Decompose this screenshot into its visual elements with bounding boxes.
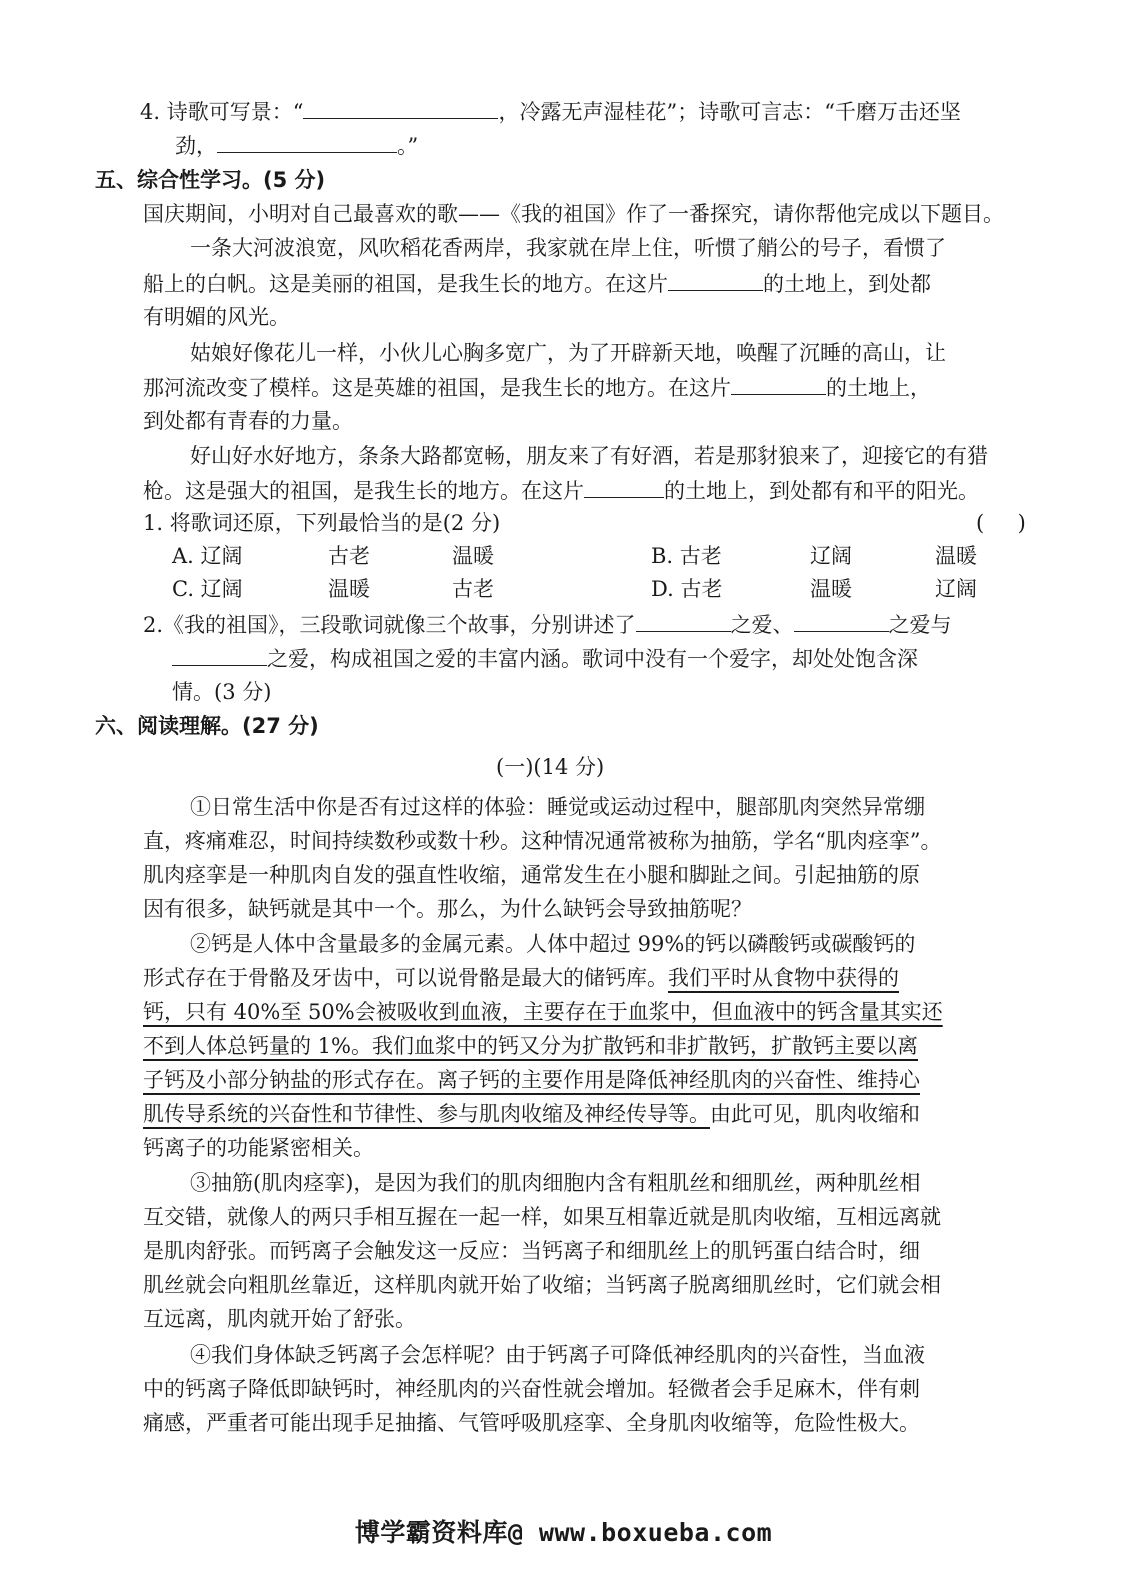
lyric-text: 的土地上，到处都 [763,272,931,296]
option-b-word2: 辽阔 [810,544,852,568]
q4-line2 [175,130,418,161]
lyric2-line3: 到处都有青春的力量。 [143,409,353,433]
lyric3-line1: 好山好水好地方，条条大路都宽畅，朋友来了有好酒，若是那豺狼来了，迎接它的有猎 [190,444,988,468]
p1-line4: 因有很多，缺钙就是其中一个。那么，为什么缺钙会导致抽筋呢？ [143,897,752,921]
answer-blank[interactable] [731,372,826,395]
reading-part-title: (一)(14 分) [496,755,605,779]
p2-text: 形式存在于骨骼及牙齿中，可以说骨骼是最大的储钙库。 [143,966,668,990]
section6-heading: 六、阅读理解。(27 分) [95,714,319,738]
p2-line7: 钙离子的功能紧密相关。 [143,1136,374,1160]
q2-text: 2.《我的祖国》，三段歌词就像三个故事，分别讲述了 [143,613,636,637]
lyric-text: 船上的白帆。这是美丽的祖国，是我生长的地方。在这片 [143,272,668,296]
q4-text-d: 。” [397,134,419,158]
option-c-word2: 温暖 [328,577,370,601]
answer-blank[interactable] [668,268,763,291]
p3-line3: 是肌肉舒张。而钙离子会触发这一反应：当钙离子和细肌丝上的肌钙蛋白结合时，细 [143,1239,920,1263]
p4-line2: 中的钙离子降低即缺钙时，神经肌肉的兴奋性就会增加。轻微者会手足麻木，伴有刺 [143,1377,920,1401]
lyric-text: 那河流改变了模样。这是英雄的祖国，是我生长的地方。在这片 [143,376,731,400]
option-a-label[interactable]: A. 辽阔 [172,544,243,568]
q2-text: 之爱，构成祖国之爱的丰富内涵。歌词中没有一个爱字，却处处饱含深 [267,647,918,671]
section5-intro: 国庆期间，小明对自己最喜欢的歌——《我的祖国》作了一番探究，请你帮他完成以下题目。 [143,202,1004,226]
q2-line1 [143,609,952,640]
footer-watermark: 博学霸资料库@ www.boxueba.com [354,1518,773,1547]
q4-text-a: 4. 诗歌可写景：“ [140,100,304,124]
q2-line3: 情。(3 分) [172,680,272,704]
option-b-label[interactable]: B. 古老 [651,544,722,568]
answer-blank[interactable] [303,96,498,119]
section5-heading: 五、综合性学习。(5 分) [95,168,326,192]
p1-line1: ①日常生活中你是否有过这样的体验：睡觉或运动过程中，腿部肌肉突然异常绷 [190,795,925,819]
option-c-label[interactable]: C. 辽阔 [172,577,243,601]
option-c-word3: 古老 [452,577,494,601]
q2-line2 [172,643,918,674]
option-d-label[interactable]: D. 古老 [651,577,723,601]
p2-underlined-text: 肌传导系统的兴奋性和节律性、参与肌肉收缩及神经传导等。 [143,1102,710,1126]
p2-line5: 子钙及小部分钠盐的形式存在。离子钙的主要作用是降低神经肌肉的兴奋性、维持心 [143,1068,920,1092]
option-a-word2: 古老 [328,544,370,568]
q2-text: 之爱与 [888,613,952,637]
option-d-word3: 辽阔 [935,577,977,601]
p4-line3: 痛感，严重者可能出现手足抽搐、气管呼吸肌痉挛、全身肌肉收缩等，危险性极大。 [143,1411,920,1435]
answer-blank[interactable] [584,475,664,498]
q4-text-c: 劲， [175,134,217,158]
p2-text: 由此可见，肌肉收缩和 [710,1102,920,1126]
lyric-text: 的土地上，到处都有和平的阳光。 [664,479,979,503]
p2-line3: 钙，只有 40%至 50%会被吸收到血液，主要存在于血浆中，但血液中的钙含量其实还 [143,1000,943,1024]
p2-line6 [143,1099,920,1129]
answer-blank[interactable] [172,643,267,666]
lyric3-line2 [143,475,979,506]
p3-line5: 互远离，肌肉就开始了舒张。 [143,1307,416,1331]
p2-line2 [143,963,899,993]
p3-line1: ③抽筋(肌肉痉挛)，是因为我们的肌肉细胞内含有粗肌丝和细肌丝，两种肌丝相 [190,1171,921,1195]
lyric2-line1: 姑娘好像花儿一样，小伙儿心胸多宽广，为了开辟新天地，唤醒了沉睡的高山，让 [190,341,946,365]
answer-blank[interactable] [217,130,397,153]
p3-line4: 肌丝就会向粗肌丝靠近，这样肌肉就开始了收缩；当钙离子脱离细肌丝时，它们就会相 [143,1273,941,1297]
p2-underlined-text: 我们平时从食物中获得的 [668,966,899,990]
p2-line4: 不到人体总钙量的 1%。我们血浆中的钙又分为扩散钙和非扩散钙，扩散钙主要以离 [143,1034,918,1058]
p3-line2: 互交错，就像人的两只手相互握在一起一样，如果互相靠近就是肌肉收缩，互相远离就 [143,1205,941,1229]
lyric-text: 枪。这是强大的祖国，是我生长的地方。在这片 [143,479,584,503]
option-a-word3: 温暖 [452,544,494,568]
q1-stem: 1. 将歌词还原，下列最恰当的是(2 分) [143,511,501,535]
lyric1-line2 [143,268,931,299]
lyric2-line2 [143,372,931,403]
option-b-word3: 温暖 [935,544,977,568]
p1-line3: 肌肉痉挛是一种肌肉自发的强直性收缩，通常发生在小腿和脚趾之间。引起抽筋的原 [143,863,920,887]
lyric1-line3: 有明媚的风光。 [143,305,290,329]
option-d-word2: 温暖 [810,577,852,601]
answer-paren[interactable]: ( ) [976,511,1026,535]
answer-blank[interactable] [636,609,731,632]
p4-line1: ④我们身体缺乏钙离子会怎样呢？由于钙离子可降低神经肌肉的兴奋性，当血液 [190,1343,925,1367]
q4-text-b: ，冷露无声湿桂花”；诗歌可言志：“千磨万击还坚 [498,100,961,124]
q2-text: 之爱、 [730,613,794,637]
p1-line2: 直，疼痛难忍，时间持续数秒或数十秒。这种情况通常被称为抽筋，学名“肌肉痉挛”。 [143,829,942,853]
lyric-text: 的土地上， [826,376,931,400]
p2-line1: ②钙是人体中含量最多的金属元素。人体中超过 99%的钙以磷酸钙或碳酸钙的 [190,932,916,956]
q4-line1 [140,96,961,127]
lyric1-line1: 一条大河波浪宽，风吹稻花香两岸，我家就在岸上住，听惯了艄公的号子，看惯了 [190,236,946,260]
answer-blank[interactable] [794,609,889,632]
